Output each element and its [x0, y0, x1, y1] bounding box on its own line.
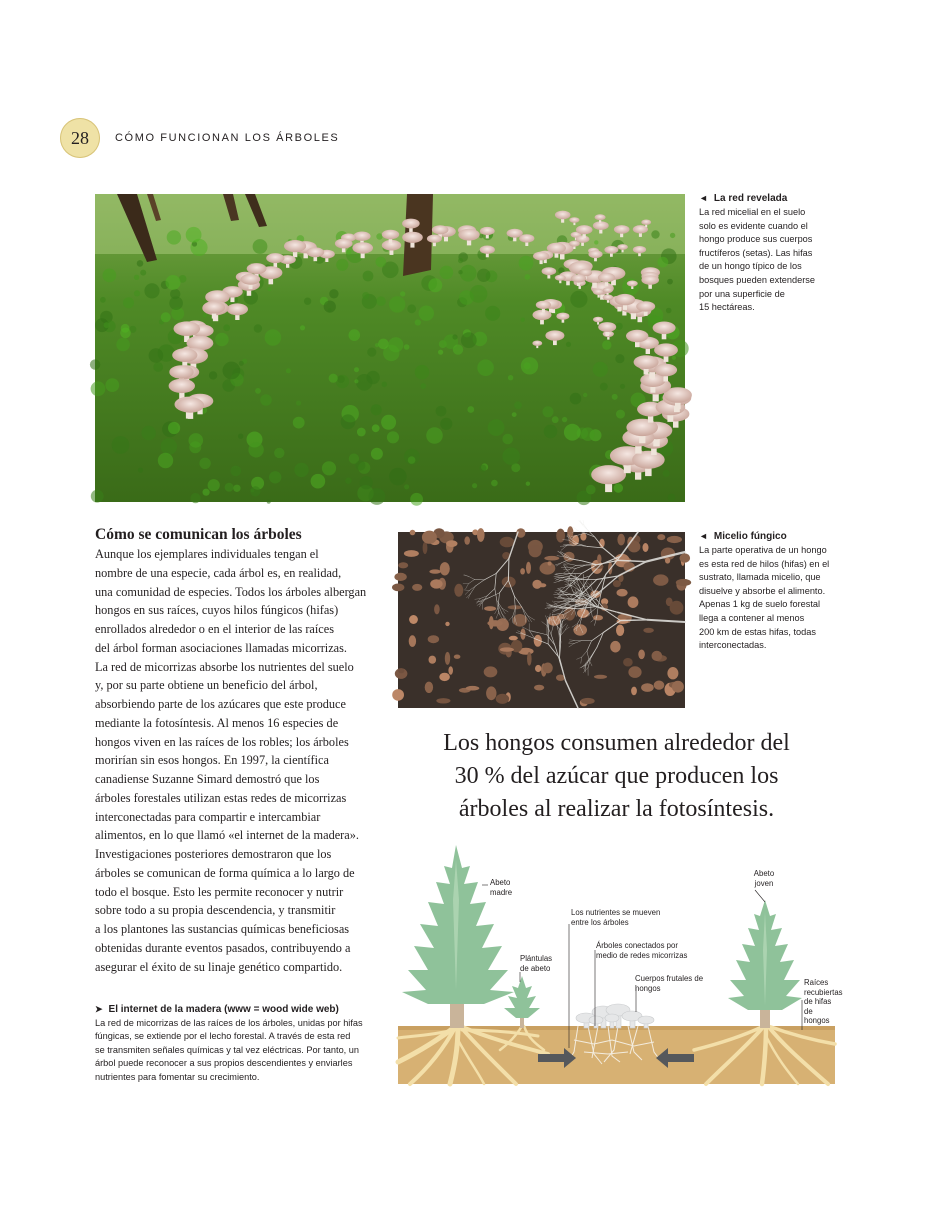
body-line: morirían sin esos hongos. En 1997, la científica — [95, 753, 329, 768]
sidebar-box-body — [95, 1017, 385, 1084]
caption-line: de un hongo típico de los — [699, 261, 802, 272]
article-body — [95, 545, 385, 976]
body-line: canadiense Suzanne Simard demostró que los — [95, 772, 320, 786]
caption-line: llega a contener al menos — [699, 612, 805, 623]
caption-arrow-icon: ◄ — [699, 193, 708, 203]
caption-body — [699, 544, 839, 653]
body-line: mediante la fotosíntesis. Al menos 16 especies de — [95, 715, 339, 730]
caption-line: sustrato, llamada micelio, que — [699, 572, 821, 583]
sidebar-box-title: ➤ El internet de la madera (www = wood wide web) — [95, 1004, 339, 1015]
pull-quote-line: 30 % del azúcar que producen los — [454, 763, 779, 789]
young-tree-label: Abeto joven — [753, 869, 775, 888]
caption-line: 15 hectáreas. — [699, 302, 755, 313]
body-line: y, por su parte obtiene un beneficio del árbol, — [95, 678, 318, 693]
caption-line: interconectadas. — [699, 640, 767, 651]
box-line: nutrientes para fomentar su crecimiento. — [95, 1071, 260, 1082]
body-line: nombre de una especie, cada árbol es, en realidad, — [95, 565, 342, 580]
caption-line: disuelve y absorbe el alimento. — [699, 585, 826, 596]
mushroom-ring-photo — [95, 194, 685, 502]
fruiting-bodies — [576, 1004, 654, 1028]
box-line: se transmiten señales químicas y tal vez eléctricas. Por tanto, un — [95, 1044, 360, 1055]
body-line: árboles se comunican de forma química a lo largo de — [95, 865, 355, 880]
body-line: obtenidas durante eventos pasados, contribuyendo a — [95, 940, 351, 955]
box-line: árbol puede reconocer a sus propios descendientes y enviarles — [95, 1058, 353, 1069]
pull-quote — [398, 727, 835, 826]
pull-quote-line: Los hongos consumen alrededor del — [443, 730, 790, 756]
caption-title: ◄ Micelio fúngico — [699, 531, 787, 542]
roots-label: Raíces recubiertas de hifas de hongos — [804, 978, 843, 1025]
box-line: La red de micorrizas de las raíces de los árboles, unidas por hifas — [95, 1018, 363, 1028]
caption-line: La red micelial en el suelo — [699, 207, 806, 217]
body-line: absorbiendo parte de los azúcares que este produce — [95, 697, 346, 711]
body-line: árboles forestales utilizan estas redes de micorrizas — [95, 790, 347, 805]
pull-quote-line: árboles al realizar la fotosíntesis. — [458, 796, 775, 822]
body-line: del árbol forman asociaciones llamadas micorrizas. — [95, 640, 347, 655]
caption-line: hongo produce sus cuerpos — [699, 234, 813, 245]
running-head: CÓMO FUNCIONAN LOS ÁRBOLES — [115, 132, 340, 144]
body-line: enrollados alrededor o en el interior de las raíces — [95, 622, 335, 636]
body-line: sobre todo a su propia descendencia, y transmitir — [95, 903, 336, 918]
fruiting-bodies-label: Cuerpos frutales de hongos — [635, 974, 704, 993]
seedlings-label: Plántulas de abeto — [520, 954, 553, 973]
fir-seedling — [504, 976, 540, 1028]
mycorrhizal-network-diagram — [398, 840, 843, 1084]
caption-line: Apenas 1 kg de suelo forestal — [699, 599, 821, 610]
body-line: La red de micorrizas absorbe los nutrientes del suelo — [95, 659, 354, 674]
body-line: alimentos, en lo que llamó «el internet de la madera». — [95, 828, 359, 843]
body-line: todo el bosque. Esto les permite reconocer y nutrir — [95, 884, 344, 899]
body-line: Investigaciones posteriores demostraron que los — [95, 847, 332, 861]
young-fir-tree — [728, 900, 802, 1028]
body-line: una comunidad de especies. Todos los árboles albergan — [95, 584, 367, 599]
connected-trees-label: Árboles conectados por medio de redes micorrizas — [596, 941, 688, 960]
body-line: a los plantones las sustancias químicas beneficiosas — [95, 922, 350, 936]
body-line: asegurar el éxito de su linaje genético compartido. — [95, 959, 343, 974]
caption-title: ◄ La red revelada — [699, 193, 788, 204]
nutrients-label: Los nutrientes se mueven entre los árboles — [571, 908, 661, 927]
caption-line: La parte operativa de un hongo — [699, 545, 827, 555]
caption-line: solo es evidente cuando el — [699, 220, 808, 231]
page-number: 28 — [71, 128, 89, 148]
body-line: interconectadas para compartir e intercambiar — [95, 809, 321, 824]
article-heading: Cómo se comunican los árboles — [95, 526, 302, 543]
caption-line: bosques pueden extenderse — [699, 274, 815, 285]
caption-arrow-icon: ◄ — [699, 531, 708, 541]
mycelium-photo — [398, 532, 685, 708]
caption-line: por una superficie de — [699, 288, 785, 299]
pointer-arrow-icon: ➤ — [95, 1004, 103, 1014]
body-line: Aunque los ejemplares individuales tengan el — [95, 547, 319, 561]
body-line: hongos en sus raíces, cuyos hilos fúngicos (hifas) — [95, 603, 339, 618]
box-line: fúngicas, se extiende por el lecho forestal. A través de esta red — [95, 1031, 351, 1042]
body-line: hongos viven en las raíces de los robles; los árboles — [95, 734, 349, 749]
caption-line: fructíferos (setas). Las hifas — [699, 247, 813, 258]
mother-tree-label: Abeto madre — [490, 878, 513, 897]
caption-line: 200 km de estas hifas, todas — [699, 626, 816, 637]
caption-body — [699, 206, 834, 315]
mother-fir-tree — [402, 845, 514, 1028]
caption-line: es esta red de hilos (hifas) en el — [699, 558, 830, 569]
